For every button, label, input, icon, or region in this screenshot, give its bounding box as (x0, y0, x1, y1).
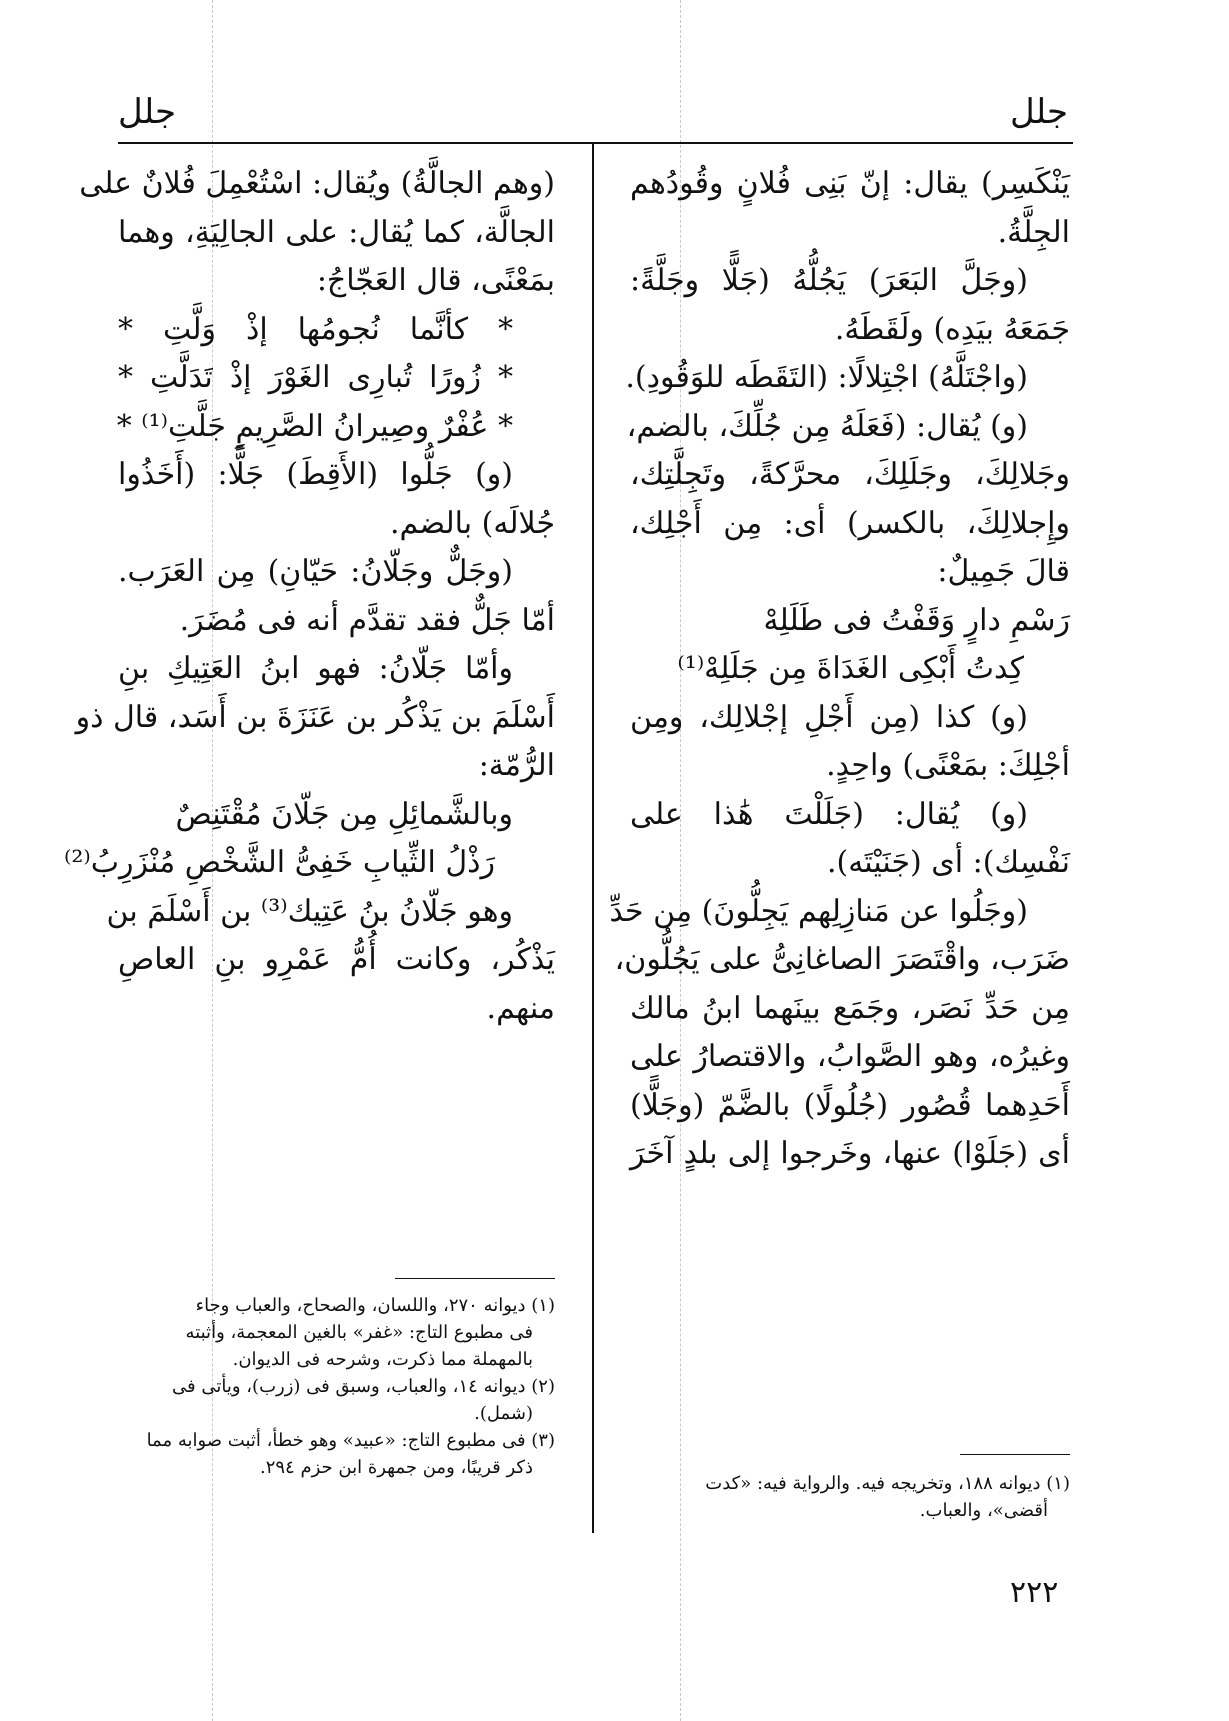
text-line: جَمَعَهُ بيَدِه) ولَقَطَهُ. (834, 311, 1070, 347)
text-line: أمّا جَلٌّ فقد تقدَّم أنه فى مُضَرَ. (179, 602, 555, 638)
text-line: نَفْسِك): أى (جَنَيْتَه). (826, 845, 1070, 880)
right-footnotes (630, 1470, 1070, 1524)
footnote-line: (٣) فى مطبوع التاج: «عبيد» وهو خطأ، أثبت صوابه مما (146, 1430, 555, 1451)
right-column (609, 160, 1070, 1179)
text-line: وغيرُه، وهو الصَّوابُ، والاقتصارُ على (630, 1039, 1070, 1074)
text-line: (وجَلَّ البَعَرَ) يَجُلُّهُ (جَلًّا وجَلَّةً: (630, 263, 1028, 298)
text-line: الرُّمّة: (478, 748, 555, 783)
footnote-line: (٢) ديوانه ١٤، والعباب، وسبق فى (زرب)، ويأتى فى (172, 1376, 555, 1397)
verse-line: * عُفْرٌ وصِيرانُ الصَّرِيمِ جَلَّتِ⁽¹⁾ * (116, 408, 513, 444)
text-line: (وهم الجالَّةُ) ويُقال: اسْتُعْمِلَ فُلانٌ على (79, 166, 555, 201)
text-line: (وجَلُوا عن مَنازِلِهم يَجِلُّونَ) مِن حَدِّ (609, 893, 1028, 929)
verse-line: رَذْلُ الثِّيابِ خَفِىُّ الشَّخْصِ مُنْزَرِبُ⁽²⁾ (63, 845, 495, 880)
footnote-line: (١) ديوانه ١٨٨، وتخريجه فيه. والرواية فيه: «كدت (705, 1473, 1070, 1494)
text-line: بمَعْنًى، قال العَجّاجُ: (316, 263, 555, 298)
column-divider (592, 143, 594, 1533)
text-line: وأمّا جَلّانُ: فهو ابنُ العَتِيكِ بنِ (118, 651, 513, 686)
text-line: (وجَلٌّ وجَلّانُ: حَيّانِ) مِن العَرَب. (118, 554, 513, 589)
footnote-line: (شمل). (474, 1403, 533, 1424)
footnote (118, 1373, 555, 1427)
text-line: أَحَدِهما قُصُور (جُلُولًا) بالضَّمّ (وجَلًّا) (630, 1087, 1070, 1123)
verse-line: * كأنَّما نُجومُها إذْ وَلَّتِ * (118, 311, 513, 347)
text-line: أى (جَلَوْا) عنها، وخَرجوا إلى بلدٍ آخَرَ (630, 1136, 1070, 1171)
footnote-line: بالمهملة مما ذكرت، وشرحه فى الديوان. (232, 1349, 533, 1370)
footnote (118, 1427, 555, 1481)
text-line: ضَرَب، واقْتَصَرَ الصاغانِىُّ على يَجُلُّون، (614, 942, 1070, 977)
text-line: (و) جَلُّوا (الأَقِطَ) جَلًّا: (أَخَذُوا (118, 457, 513, 492)
footnote-line: فى مطبوع التاج: «غفر» بالغين المعجمة، وأثبته (185, 1322, 533, 1343)
text-line: يَنْكَسِر) يقال: إنّ بَنِى فُلانٍ وقُودُهم (630, 166, 1070, 201)
text-line: أجْلِكَ: بمَعْنًى) واحِدٍ. (826, 748, 1070, 783)
text-line: (واجْتَلَّهُ) اجْتِلالًا: (التَقَطَه للوَقُودِ). (625, 360, 1028, 395)
footnote-rule (395, 1278, 555, 1279)
text-line: وجَلالِكَ، وجَلَلِكَ، محرَّكةً، وتَجِلَّتِك، (630, 457, 1070, 492)
text-line: الجالَّة، كما يُقال: على الجالِيَةِ، وهما (118, 214, 555, 250)
footnote-line: ذكر قريبًا، ومن جمهرة ابن حزم ٢٩٤. (259, 1457, 533, 1478)
text-line: قالَ جَمِيلٌ: (937, 554, 1070, 589)
footnote (630, 1470, 1070, 1524)
text-line: منهم. (486, 990, 555, 1026)
page-number: ٢٢٢ (1010, 1575, 1059, 1610)
footnote-rule (960, 1454, 1070, 1455)
left-footnotes (118, 1292, 555, 1481)
verse-line: * زُورًا تُبارِى الغَوْرَ إذْ تَدَلَّتِ * (118, 360, 513, 395)
text-line: وإِجلالِكَ، بالكسر) أى: مِن أَجْلِك، (630, 505, 1070, 541)
footnote-line: (١) ديوانه ٢٧٠، واللسان، والصحاح، والعباب وجاء (195, 1295, 555, 1316)
running-header-right: جلل (1010, 92, 1069, 132)
text-line: مِن حَدِّ نَصَر، وجَمَع بينَهما ابنُ مالك (630, 990, 1070, 1026)
footnote (118, 1292, 555, 1373)
verse-line: وبالشَّمائِلِ مِن جَلّانَ مُقْتَنِصٌ (175, 796, 513, 832)
text-line: أَسْلَمَ بن يَذْكُر بن عَنَزَةَ بن أَسَد، قال ذو (75, 699, 555, 735)
text-line: يَذْكُر، وكانت أُمُّ عَمْرِو بنِ العاصِ (118, 942, 555, 977)
text-line: (و) كذا (مِن أَجْلِ إجْلالِك، ومِن (630, 699, 1028, 735)
running-header-left: جلل (118, 92, 177, 132)
verse-line: رَسْمِ دارٍ وَقَفْتُ فى طَلَلِهْ (763, 602, 1070, 638)
text-line: جُلالَه) بالضم. (389, 505, 555, 541)
text-line: (و) يُقال: (جَلَلْتَ هَٰذا على (630, 796, 1028, 832)
verse-line: كِدتُ أَبْكِى الغَدَاةَ مِن جَلَلِهْ⁽¹⁾ (677, 651, 1024, 686)
footnote-line: أقضى»، والعباب. (919, 1500, 1048, 1521)
left-column (63, 160, 555, 1033)
header-rule (118, 142, 1073, 144)
text-line: وهو جَلّانُ بنُ عَتِيك⁽³⁾ بن أَسْلَمَ بن (106, 893, 513, 929)
text-line: (و) يُقال: (فَعَلَهُ مِن جُلِّكَ، بالضم، (626, 408, 1028, 444)
text-line: الجِلَّةُ. (997, 214, 1070, 250)
